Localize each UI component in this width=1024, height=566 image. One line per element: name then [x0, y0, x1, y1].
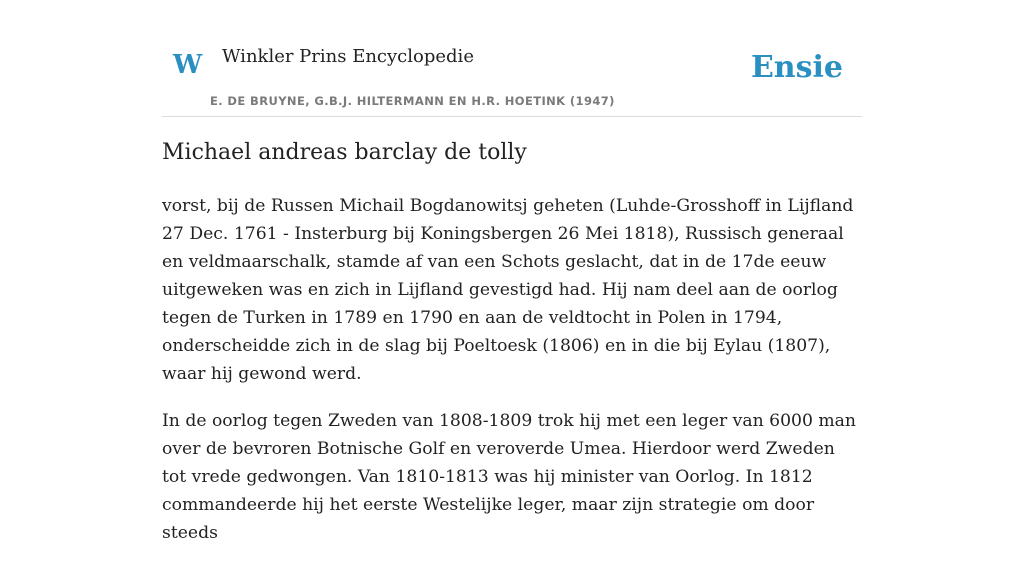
article-paragraph: In de oorlog tegen Zweden van 1808-1809 trok hij met een leger van 6000 man over de bevroren Botnische Golf en veroverde Umea. Hierdoor werd Zweden tot vrede gedwongen. Van 1810-1813 was hij minister van Oorlog. In 1812 commandeerde hij het eerste Westelijke leger, maar zijn strategie om door steeds — [162, 411, 856, 543]
source-authors: E. DE BRUYNE, G.B.J. HILTERMANN EN H.R. HOETINK (1947) — [210, 94, 615, 108]
article-paragraph: vorst, bij de Russen Michail Bogdanowitsj geheten (Luhde-Grosshoff in Lijfland 27 Dec. 1761 - Insterburg bij Koningsbergen 26 Mei 1818), Russisch generaal en veldmaarschalk, stamde af van een Schots geslacht, dat in de 17de eeuw uitgeweken was en zich in Lijfland gevestigd had. Hij nam deel aan de oorlog tegen de Turken in 1789 en 1790 en aan de veldtocht in Polen in 1794, onderscheidde zich in de slag bij Poeltoesk (1806) en in die bij Eylau (1807), waar hij gewond werd. — [162, 196, 854, 384]
source-header — [162, 0, 862, 117]
article-page — [162, 0, 862, 543]
source-logo[interactable]: W — [173, 50, 203, 80]
ensie-logo[interactable]: Ensie — [750, 50, 843, 85]
source-title-link[interactable]: Winkler Prins Encyclopedie — [222, 46, 474, 67]
article-body — [162, 192, 862, 566]
article-title: Michael andreas barclay de tolly — [162, 140, 527, 165]
